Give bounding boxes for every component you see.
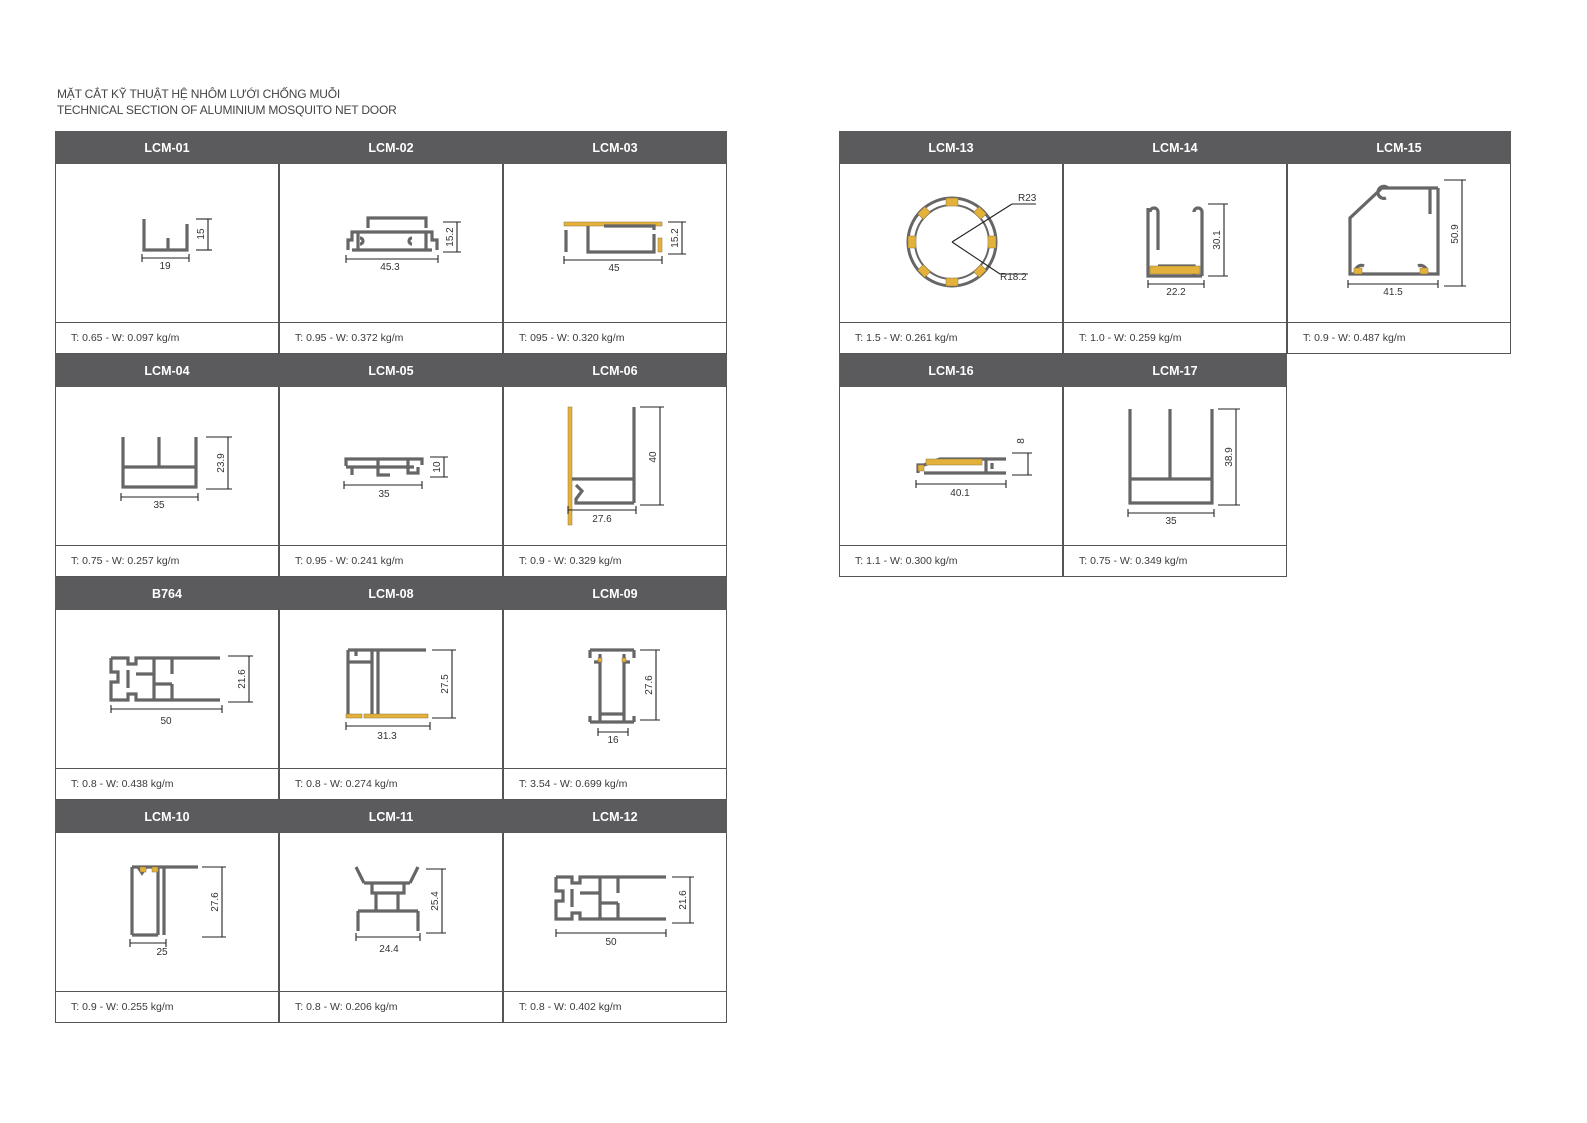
height-dimension: 8: [1016, 438, 1027, 444]
profile-card-lcm-02: [279, 131, 503, 354]
height-dimension: 10: [432, 461, 443, 473]
profile-code: B764: [55, 577, 279, 610]
width-dimension: 16: [607, 735, 619, 746]
profile-code: LCM-10: [55, 800, 279, 833]
width-dimension: 19: [159, 261, 171, 272]
profile-card-lcm-04: [55, 354, 279, 577]
height-dimension: 40: [648, 451, 659, 463]
height-dimension: 30.1: [1212, 230, 1223, 250]
profile-drawing: [280, 610, 502, 769]
profile-card-lcm-03: [503, 131, 727, 354]
profile-spec: T: 3.54 - W: 0.699 kg/m: [503, 768, 727, 800]
profile-card-lcm-12: [503, 800, 727, 1023]
profile-code: LCM-09: [503, 577, 727, 610]
profile-spec: T: 0.75 - W: 0.257 kg/m: [55, 545, 279, 577]
profile-card-lcm-13: [839, 131, 1063, 354]
profile-drawing: [280, 833, 502, 992]
profile-code: LCM-17: [1063, 354, 1287, 387]
width-dimension: 35: [1165, 516, 1177, 527]
width-dimension: 22.2: [1166, 287, 1186, 298]
profile-spec: T: 1.0 - W: 0.259 kg/m: [1063, 322, 1287, 354]
profile-code: LCM-14: [1063, 131, 1287, 164]
height-dimension: 15.2: [670, 228, 681, 248]
profile-code: LCM-05: [279, 354, 503, 387]
profile-card-lcm-14: [1063, 131, 1287, 354]
profile-code: LCM-02: [279, 131, 503, 164]
profile-code: LCM-06: [503, 354, 727, 387]
profile-spec: T: 0.95 - W: 0.241 kg/m: [279, 545, 503, 577]
profile-card-lcm-17: [1063, 354, 1287, 577]
profile-code: LCM-15: [1287, 131, 1511, 164]
profile-drawing: [280, 387, 502, 546]
profile-drawing: [1064, 164, 1286, 323]
profile-drawing: [56, 387, 278, 546]
profile-spec: T: 1.1 - W: 0.300 kg/m: [839, 545, 1063, 577]
profile-card-lcm-16: [839, 354, 1063, 577]
profile-card-lcm-09: [503, 577, 727, 800]
profile-code: LCM-11: [279, 800, 503, 833]
width-dimension: 45.3: [380, 262, 400, 273]
profile-spec: T: 0.8 - W: 0.402 kg/m: [503, 991, 727, 1023]
width-dimension: 31.3: [377, 731, 397, 742]
width-dimension: 45: [608, 263, 620, 274]
profile-card-lcm-01: [55, 131, 279, 354]
profile-spec: T: 0.9 - W: 0.329 kg/m: [503, 545, 727, 577]
profile-spec: T: 0.9 - W: 0.487 kg/m: [1287, 322, 1511, 354]
profile-drawing: [1064, 387, 1286, 546]
profile-drawing: [504, 387, 726, 546]
profile-spec: T: 0.9 - W: 0.255 kg/m: [55, 991, 279, 1023]
width-dimension: 35: [378, 489, 390, 500]
height-dimension: 38.9: [1224, 447, 1235, 467]
width-dimension: 25: [156, 947, 168, 958]
outer-radius-label: R23: [1018, 193, 1037, 204]
profile-drawing: [56, 164, 278, 323]
profile-drawing: [56, 610, 278, 769]
title-english: TECHNICAL SECTION OF ALUMINIUM MOSQUITO NET DOOR: [57, 103, 397, 117]
profile-card-lcm-06: [503, 354, 727, 577]
profile-drawing: [504, 610, 726, 769]
height-dimension: 15.2: [445, 227, 456, 247]
profile-spec: T: 095 - W: 0.320 kg/m: [503, 322, 727, 354]
profile-spec: T: 0.75 - W: 0.349 kg/m: [1063, 545, 1287, 577]
width-dimension: 40.1: [950, 488, 970, 499]
width-dimension: 41.5: [1383, 287, 1403, 298]
profile-card-b764: [55, 577, 279, 800]
profile-spec: T: 0.8 - W: 0.206 kg/m: [279, 991, 503, 1023]
profile-drawing: [840, 164, 1062, 323]
profile-card-lcm-05: [279, 354, 503, 577]
profile-card-lcm-11: [279, 800, 503, 1023]
height-dimension: 23.9: [216, 453, 227, 473]
title-vietnamese: MẶT CẮT KỸ THUẬT HỆ NHÔM LƯỚI CHỐNG MUỖI: [57, 87, 341, 101]
profile-code: LCM-08: [279, 577, 503, 610]
profile-spec: T: 0.65 - W: 0.097 kg/m: [55, 322, 279, 354]
width-dimension: 27.6: [592, 514, 612, 525]
height-dimension: 15: [196, 228, 207, 240]
profile-drawing: [840, 387, 1062, 546]
profile-card-lcm-15: [1287, 131, 1511, 354]
profile-code: LCM-16: [839, 354, 1063, 387]
height-dimension: 27.5: [440, 674, 451, 694]
inner-radius-label: R18.2: [1000, 272, 1027, 283]
profile-drawing: [56, 833, 278, 992]
profile-code: LCM-01: [55, 131, 279, 164]
profile-code: LCM-13: [839, 131, 1063, 164]
profile-spec: T: 0.95 - W: 0.372 kg/m: [279, 322, 503, 354]
height-dimension: 27.6: [644, 675, 655, 695]
profile-drawing: [280, 164, 502, 323]
height-dimension: 27.6: [210, 892, 221, 912]
profile-code: LCM-03: [503, 131, 727, 164]
profile-card-lcm-08: [279, 577, 503, 800]
height-dimension: 25.4: [430, 891, 441, 911]
height-dimension: 21.6: [678, 890, 689, 910]
width-dimension: 24.4: [379, 944, 399, 955]
profile-spec: T: 0.8 - W: 0.274 kg/m: [279, 768, 503, 800]
profile-drawing: [1288, 164, 1510, 323]
profile-spec: T: 0.8 - W: 0.438 kg/m: [55, 768, 279, 800]
page-title: [57, 86, 397, 118]
height-dimension: 21.6: [237, 669, 248, 689]
profile-drawing: [504, 164, 726, 323]
profile-code: LCM-12: [503, 800, 727, 833]
profile-card-lcm-10: [55, 800, 279, 1023]
profile-code: LCM-04: [55, 354, 279, 387]
profile-spec: T: 1.5 - W: 0.261 kg/m: [839, 322, 1063, 354]
height-dimension: 50.9: [1450, 224, 1461, 244]
width-dimension: 50: [605, 937, 617, 948]
width-dimension: 35: [153, 500, 165, 511]
width-dimension: 50: [160, 716, 172, 727]
profile-drawing: [504, 833, 726, 992]
